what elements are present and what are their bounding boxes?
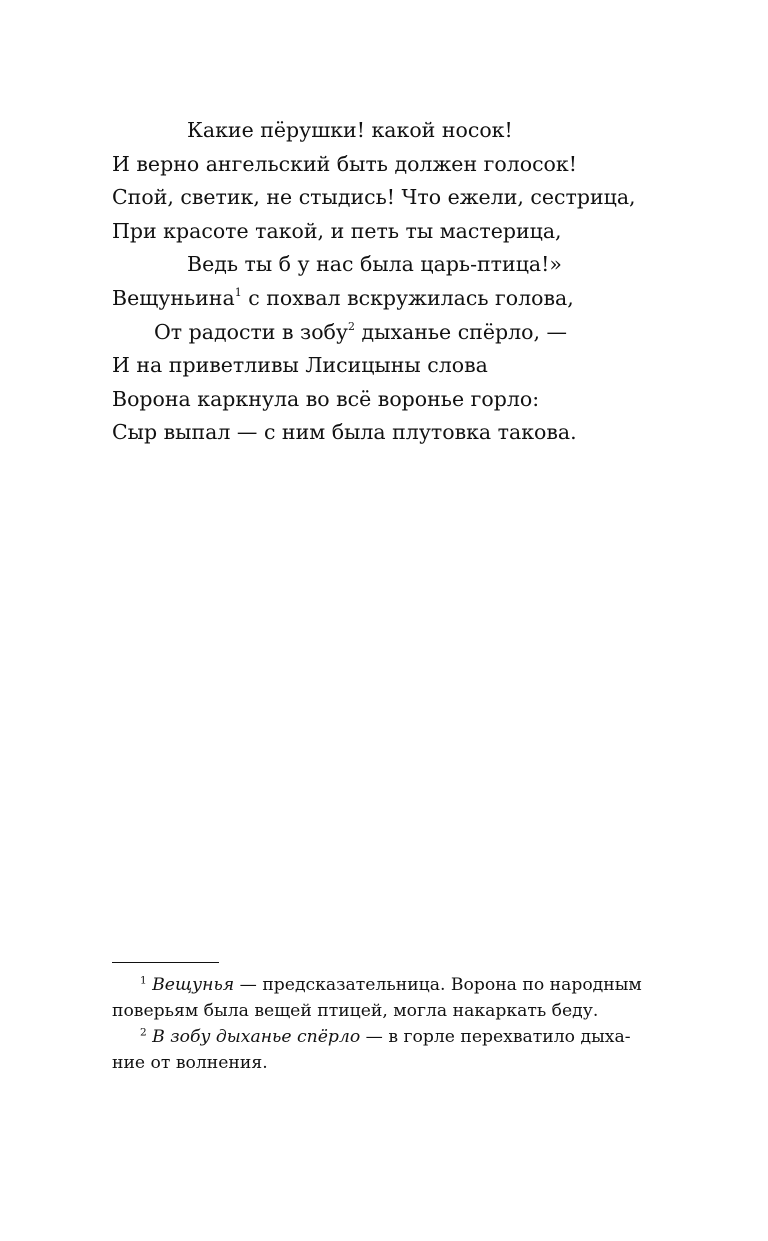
footnote-text: предсказательница. Ворона по народным — [262, 975, 642, 995]
verse-line: Какие пёрушки! какой носок! — [187, 118, 513, 142]
footnote-line — [112, 1024, 692, 1050]
verse-line: Спой, светик, не стыдись! Что ежели, сестрица, — [112, 185, 636, 210]
verse-line: И верно ангельский быть должен голосок! — [112, 151, 577, 176]
footnote-ref[interactable]: 2 — [347, 319, 355, 333]
footnote-divider — [112, 962, 219, 963]
footnote-mark: 1 — [140, 974, 147, 987]
footnote-ref[interactable]: 1 — [234, 286, 242, 300]
footnote-dash: — — [360, 1027, 389, 1047]
verse-text: От радости в зобу — [154, 319, 348, 344]
verse-line: Сыр выпал — с ним была плутовка такова. — [112, 420, 577, 445]
footnote-line: ние от волнения. — [112, 1053, 268, 1073]
verse-text: дыханье спёрло, — — [361, 319, 567, 344]
verse-line: При красоте такой, и петь ты мастерица, — [112, 218, 562, 243]
poem — [112, 114, 712, 450]
footnote-dash: — — [234, 975, 263, 995]
verse-line: И на приветливы Лисицыны слова — [112, 353, 488, 378]
footnote-mark: 2 — [140, 1026, 147, 1039]
footnote-line — [112, 972, 692, 998]
verse-line — [112, 316, 712, 350]
footnote — [112, 1024, 692, 1076]
verse-text: Вещуньина — [112, 285, 235, 310]
footnote-text: в горле перехватило дыха- — [388, 1027, 631, 1047]
footnote-term: В зобу дыханье спёрло — [152, 1027, 361, 1047]
footnote-term: Вещунья — [152, 975, 235, 995]
verse-text: с похвал вскружилась голова, — [248, 285, 574, 310]
footnote — [112, 972, 692, 1024]
footnotes — [112, 972, 692, 1076]
verse-line — [112, 282, 712, 316]
verse-line: Ведь ты б у нас была царь-птица!» — [187, 252, 562, 277]
footnote-line: поверьям была вещей птицей, могла накаркать беду. — [112, 1001, 599, 1021]
verse-line: Ворона каркнула во всё воронье горло: — [112, 386, 540, 411]
